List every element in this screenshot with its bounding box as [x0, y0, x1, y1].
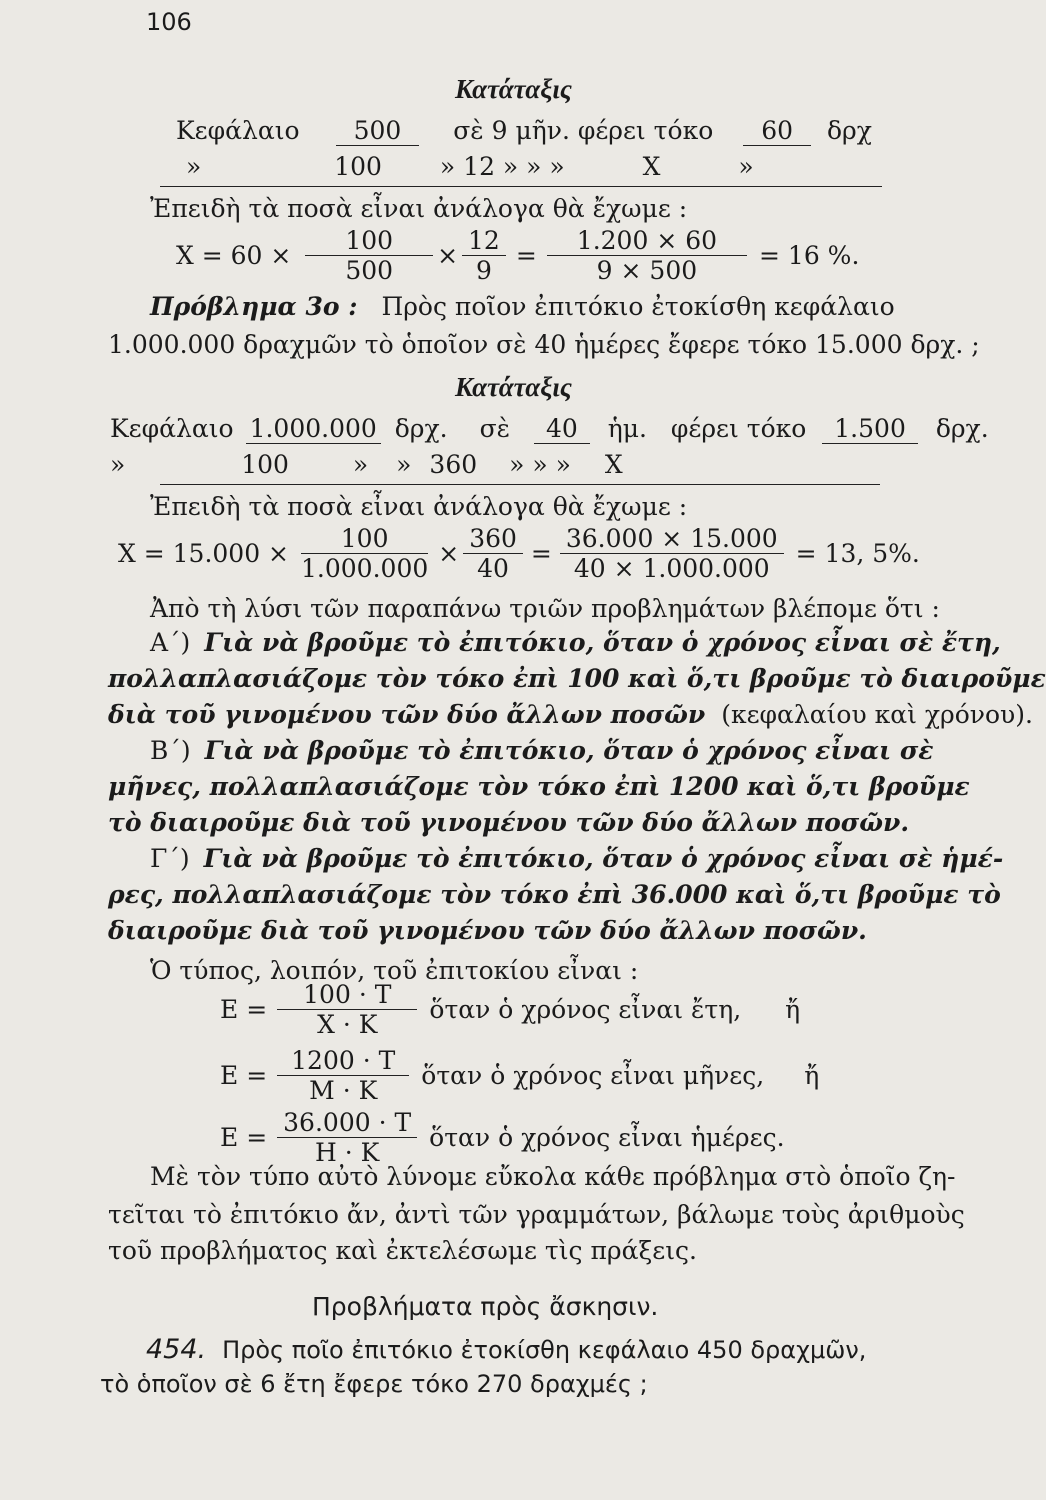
- problem-3-line-1: [150, 292, 895, 321]
- rate-formula-days: [220, 1108, 785, 1167]
- quote-mark: »: [738, 152, 754, 181]
- formula-condition: ὅταν ὁ χρόνος εἶναι ἡμέρες.: [429, 1123, 785, 1152]
- conclusion-intro: Ἀπὸ τὴ λύσι τῶν παραπάνω τριῶν προβλημάτων βλέπομε ὅτι :: [150, 594, 940, 623]
- formula-result: = 16 %.: [759, 241, 860, 270]
- rule-text: Γιὰ νὰ βροῦμε τὸ ἐπιτόκιο, ὅταν ὁ χρόνος εἶναι σὲ ἔτη,: [204, 628, 1001, 657]
- or-text: ἤ: [785, 995, 801, 1024]
- denominator: Χ · Κ: [317, 1010, 378, 1039]
- rule-b-line-2: μῆνες, πολλαπλασιάζομε τὸν τόκο ἐπὶ 1200 καὶ ὅ,τι βροῦμε: [108, 772, 970, 801]
- quote-mark: »: [186, 152, 202, 181]
- arrangement-row-1: [110, 414, 989, 443]
- numerator: 36.000 × 15.000: [560, 524, 784, 554]
- numerator: 36.000 · Τ: [277, 1108, 417, 1138]
- problem-3-line-2: 1.000.000 δραχμῶν τὸ ὁποῖον σὲ 40 ἡμέρες ἔφερε τόκο 15.000 δρχ. ;: [108, 330, 980, 359]
- unit-text: δρχ: [826, 116, 872, 145]
- denominator: 1.000.000: [301, 554, 429, 583]
- fraction: [277, 1108, 417, 1167]
- rule-label: Β΄): [150, 736, 191, 765]
- numerator: 1.200 × 60: [547, 226, 747, 256]
- rule-b-line-3: τὸ διαιροῦμε διὰ τοῦ γινομένου τῶν δύο ἄλλων ποσῶν.: [108, 808, 910, 837]
- numerator: 12: [462, 226, 506, 256]
- equals-sign: =: [530, 539, 552, 568]
- formula-1: [176, 226, 859, 285]
- formula-lhs: X = 60 ×: [176, 241, 292, 270]
- formula-lhs: Ε =: [220, 1123, 268, 1152]
- since-text: Ἐπειδὴ τὰ ποσὰ εἶναι ἀνάλογα θὰ ἔχωμε :: [150, 194, 688, 223]
- rule-label: Α΄): [150, 628, 191, 657]
- closing-line-2: τεῖται τὸ ἐπιτόκιο ἄν, ἀντὶ τῶν γραμμάτων, βάλωμε τοὺς ἀριθμοὺς: [108, 1200, 965, 1229]
- times-sign: ×: [437, 241, 459, 270]
- interest-text: φέρει τόκο: [670, 414, 807, 443]
- equals-sign: =: [515, 241, 537, 270]
- interest-value: 60: [743, 116, 811, 146]
- denominator: 40 × 1.000.000: [573, 554, 770, 583]
- fraction: [560, 524, 784, 583]
- numerator: 1200 · Τ: [277, 1046, 409, 1076]
- times-sign: ×: [438, 539, 460, 568]
- rule-c-line-1: [150, 844, 1003, 873]
- rate-formula-years: [220, 980, 800, 1039]
- time-text: σὲ 9 μῆν. φέρει τόκο: [453, 116, 714, 145]
- rule-label: Γ΄): [150, 844, 190, 873]
- exercise-454-line-2: τὸ ὁποῖον σὲ 6 ἔτη ἔφερε τόκο 270 δραχμές ;: [100, 1370, 648, 1398]
- time-value: 360: [429, 450, 478, 479]
- denominator: 9 × 500: [596, 256, 698, 285]
- exercises-heading: Προβλήματα πρὸς ἄσκησιν.: [312, 1292, 659, 1321]
- unit-text: δρχ.: [935, 414, 989, 443]
- capital-value: 100: [241, 450, 289, 479]
- since-text: Ἐπειδὴ τὰ ποσὰ εἶναι ἀνάλογα θὰ ἔχωμε :: [150, 492, 688, 521]
- rule-text: Γιὰ νὰ βροῦμε τὸ ἐπιτόκιο, ὅταν ὁ χρόνος εἶναι σὲ: [204, 736, 934, 765]
- problem-text: Πρὸς ποῖον ἐπιτόκιο ἐτοκίσθη κεφάλαιο: [381, 292, 895, 321]
- unknown-x: X: [642, 152, 661, 181]
- rule-a-line-3: [108, 700, 1033, 729]
- formula-lhs: Ε =: [220, 1061, 268, 1090]
- divider-line: [160, 484, 880, 485]
- numerator: 360: [463, 524, 523, 554]
- numerator: 100 · Τ: [277, 980, 417, 1010]
- capital-value: 100: [334, 152, 382, 181]
- arrangement-row-2: [186, 152, 886, 181]
- rule-text-tail: (κεφαλαίου καὶ χρόνου).: [721, 700, 1033, 729]
- denominator: Η · Κ: [314, 1138, 380, 1167]
- time-value: 40: [534, 414, 590, 444]
- formula-lhs: Ε =: [220, 995, 268, 1024]
- capital-value: 1.000.000: [246, 414, 381, 444]
- fraction: [305, 226, 433, 285]
- numerator: 100: [301, 524, 429, 554]
- denominator: Μ · Κ: [309, 1076, 378, 1105]
- denominator: 9: [475, 256, 492, 285]
- fraction: [277, 1046, 409, 1105]
- fraction: [463, 524, 523, 583]
- rule-a-line-2: πολλαπλασιάζομε τὸν τόκο ἐπὶ 100 καὶ ὅ,τι βροῦμε τὸ διαιροῦμε: [108, 664, 1046, 693]
- formula-condition: ὅταν ὁ χρόνος εἶναι μῆνες,: [421, 1061, 765, 1090]
- interest-value: 1.500: [822, 414, 918, 444]
- time-text: » 12 » » »: [439, 152, 565, 181]
- formula-2: [118, 524, 920, 583]
- fraction: [277, 980, 417, 1039]
- closing-line-1: Μὲ τὸν τύπο αὐτὸ λύνομε εὔκολα κάθε πρόβλημα στὸ ὁποῖο ζη-: [150, 1162, 956, 1191]
- denominator: 40: [477, 554, 509, 583]
- exercise-454-line-1: [146, 1334, 866, 1365]
- page-number: 106: [146, 8, 192, 36]
- quote-marks: » » »: [509, 450, 571, 479]
- arrangement-row-2: [110, 450, 910, 479]
- problem-label: Πρόβλημα 3ο :: [150, 292, 358, 321]
- numerator: 100: [305, 226, 433, 256]
- rule-a-line-1: [150, 628, 1001, 657]
- capital-label: Κεφάλαιο: [110, 414, 234, 443]
- section-title-1: Κατάταξις: [455, 74, 572, 104]
- rule-text: διὰ τοῦ γινομένου τῶν δύο ἄλλων ποσῶν: [108, 700, 706, 729]
- formula-lhs: X = 15.000 ×: [118, 539, 290, 568]
- exercise-number: 454.: [146, 1334, 207, 1365]
- fraction: [462, 226, 506, 285]
- rule-c-line-2: ρες, πολλαπλασιάζομε τὸν τόκο ἐπὶ 36.000 καὶ ὅ,τι βροῦμε τὸ: [108, 880, 1001, 909]
- fraction: [547, 226, 747, 285]
- formula-intro: Ὁ τύπος, λοιπόν, τοῦ ἐπιτοκίου εἶναι :: [150, 956, 639, 985]
- rule-c-line-3: διαιροῦμε διὰ τοῦ γινομένου τῶν δύο ἄλλων ποσῶν.: [108, 916, 867, 945]
- arrangement-row-1: [176, 116, 896, 145]
- formula-result: = 13, 5%.: [795, 539, 920, 568]
- formula-condition: ὅταν ὁ χρόνος εἶναι ἔτη,: [429, 995, 742, 1024]
- quote-mark: »: [110, 450, 126, 479]
- denominator: 500: [345, 256, 394, 285]
- or-text: ἤ: [804, 1061, 820, 1090]
- capital-label: Κεφάλαιο: [176, 116, 300, 145]
- divider-line: [160, 186, 882, 187]
- unknown-x: X: [604, 450, 623, 479]
- closing-line-3: τοῦ προβλήματος καὶ ἐκτελέσωμε τὶς πράξεις.: [108, 1236, 697, 1265]
- fraction: [295, 524, 434, 583]
- unit-text: δρχ.: [394, 414, 448, 443]
- exercise-text: Πρὸς ποῖο ἐπιτόκιο ἐτοκίσθη κεφάλαιο 450 δραχμῶν,: [222, 1336, 867, 1364]
- days-label: ἡμ.: [607, 414, 647, 443]
- capital-value: 500: [336, 116, 420, 146]
- rule-b-line-1: [150, 736, 933, 765]
- rule-text: Γιὰ νὰ βροῦμε τὸ ἐπιτόκιο, ὅταν ὁ χρόνος εἶναι σὲ ἡμέ-: [203, 844, 1004, 873]
- section-title-2: Κατάταξις: [455, 372, 572, 402]
- quote-mark: »: [396, 450, 412, 479]
- quote-mark: »: [352, 450, 369, 479]
- time-label: σὲ: [479, 414, 511, 443]
- rate-formula-months: [220, 1046, 819, 1105]
